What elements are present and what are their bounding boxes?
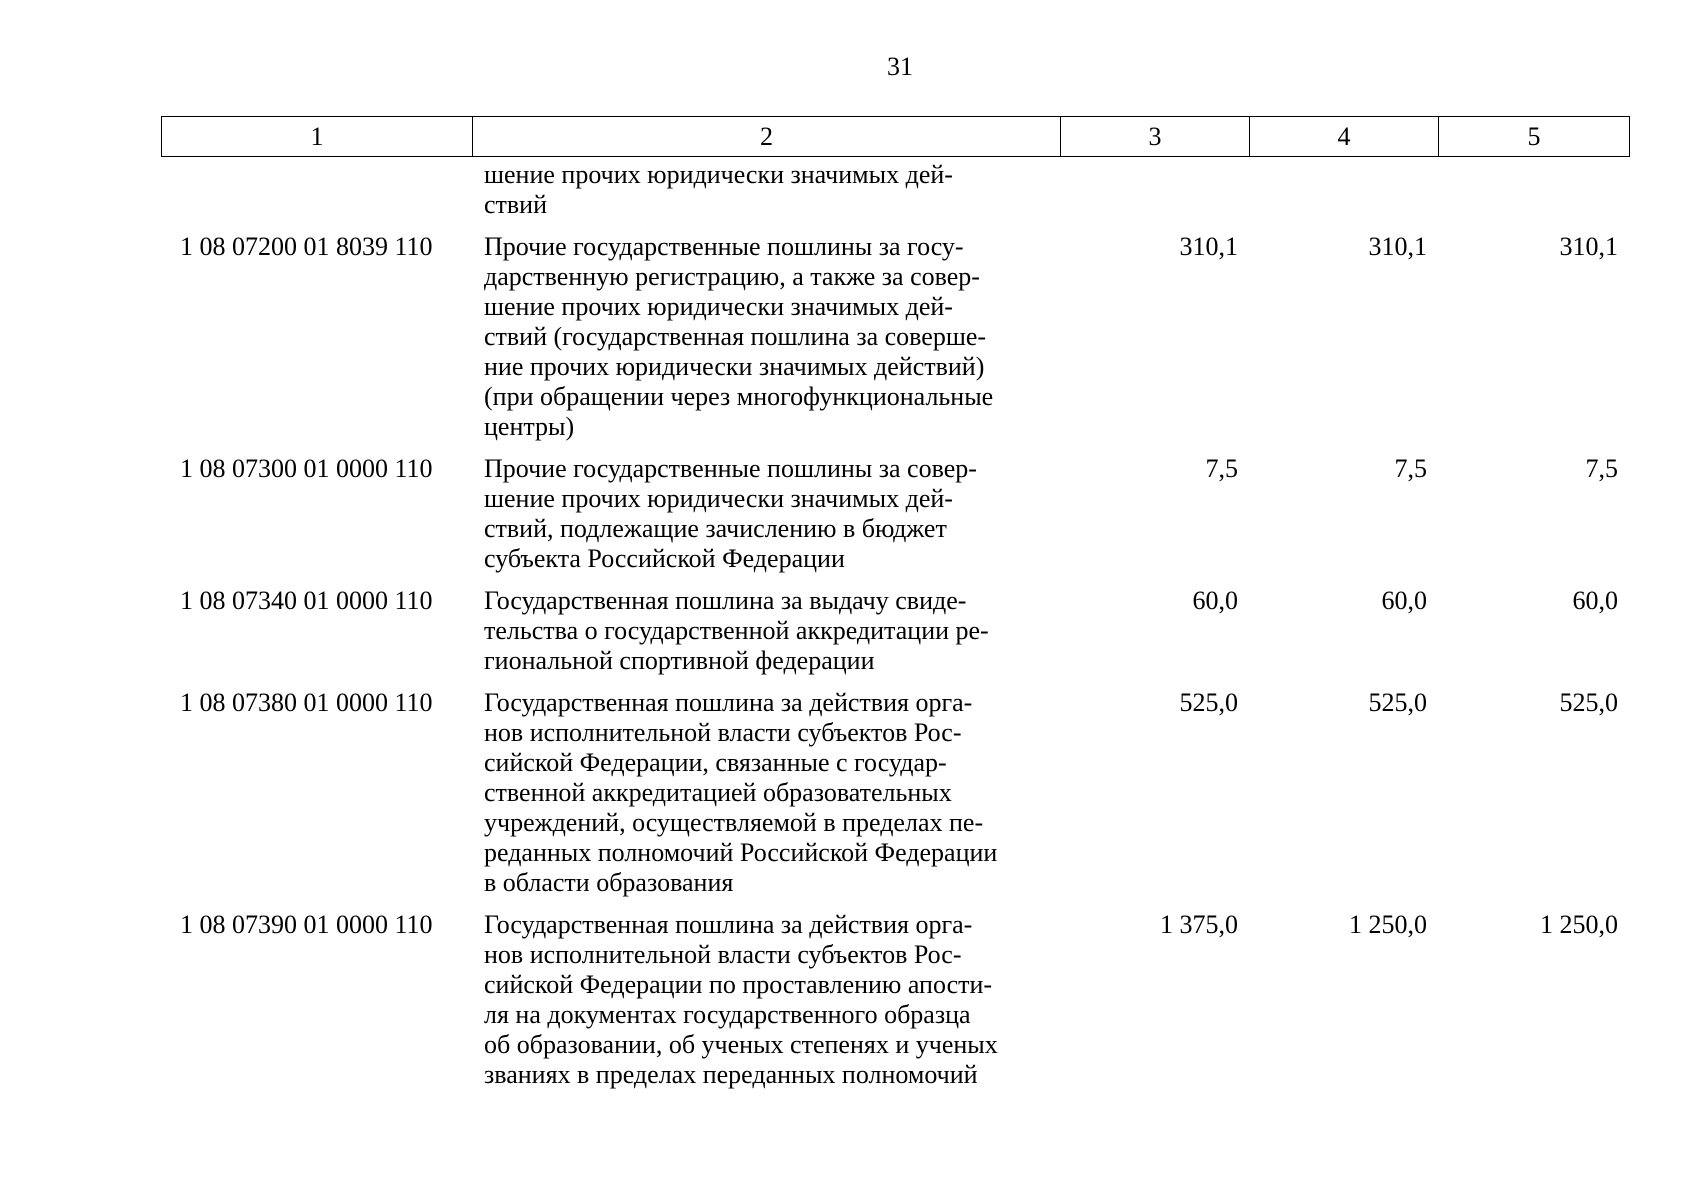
row-value-col3: 1 375,0 bbox=[1160, 910, 1238, 939]
column-header-4: 4 bbox=[1250, 117, 1439, 157]
continuation-row bbox=[161, 160, 1629, 220]
row-value-col4: 310,1 bbox=[1368, 232, 1427, 261]
row-value-col5: 7,5 bbox=[1585, 454, 1618, 483]
row-value-col3: 60,0 bbox=[1192, 586, 1238, 615]
table-row bbox=[161, 232, 1629, 442]
row-value-col3: 525,0 bbox=[1179, 688, 1238, 717]
column-header-3: 3 bbox=[1061, 117, 1250, 157]
row-value-col5: 310,1 bbox=[1559, 232, 1618, 261]
column-header-5: 5 bbox=[1439, 117, 1630, 157]
page-number: 31 bbox=[887, 52, 913, 81]
row-description: Государственная пошлина за действия орга- нов исполнительной власти субъектов Рос- сийской Федерации, связанные с государ- ственной аккредитацией образовательных учреждений, осуществляемой в пределах пе- реданных полномочий Российской Федерации в области образования bbox=[484, 688, 998, 897]
row-code: 1 08 07300 01 0000 110 bbox=[180, 454, 433, 483]
table-body bbox=[161, 160, 1629, 1102]
row-code: 1 08 07200 01 8039 110 bbox=[180, 232, 433, 261]
column-header-2: 2 bbox=[473, 117, 1061, 157]
column-header-1: 1 bbox=[162, 117, 473, 157]
row-code: 1 08 07340 01 0000 110 bbox=[180, 586, 433, 615]
table-row bbox=[161, 454, 1629, 574]
row-value-col4: 7,5 bbox=[1394, 454, 1427, 483]
row-value-col4: 1 250,0 bbox=[1349, 910, 1427, 939]
row-description: Государственная пошлина за действия орга- нов исполнительной власти субъектов Рос- сийской Федерации по проставлению апости- ля на документах государственного образца об образовании, об ученых степенях и ученых званиях в пределах переданных полномочий bbox=[484, 910, 998, 1089]
continuation-description: шение прочих юридически значимых дей- ствий bbox=[484, 160, 953, 219]
row-value-col5: 60,0 bbox=[1572, 586, 1618, 615]
column-header-row bbox=[162, 117, 1630, 157]
table-row bbox=[161, 688, 1629, 898]
table-row bbox=[161, 586, 1629, 676]
row-description: Прочие государственные пошлины за госу- дарственную регистрацию, а также за совер- шение прочих юридически значимых дей- ствий (государственная пошлина за соверше- ние прочих юридически значимых действий) (при обращении через многофункциональные центры) bbox=[484, 232, 994, 441]
row-description: Прочие государственные пошлины за совер- шение прочих юридически значимых дей- ствий, подлежащие зачислению в бюджет субъекта Российской Федерации bbox=[484, 454, 977, 573]
row-code: 1 08 07390 01 0000 110 bbox=[180, 910, 433, 939]
row-value-col5: 1 250,0 bbox=[1540, 910, 1618, 939]
row-description: Государственная пошлина за выдачу свиде- тельства о государственной аккредитации ре- гиональной спортивной федерации bbox=[484, 586, 989, 675]
row-value-col4: 60,0 bbox=[1381, 586, 1427, 615]
row-value-col3: 7,5 bbox=[1205, 454, 1238, 483]
row-value-col4: 525,0 bbox=[1368, 688, 1427, 717]
table-row bbox=[161, 910, 1629, 1090]
row-value-col5: 525,0 bbox=[1559, 688, 1618, 717]
row-code: 1 08 07380 01 0000 110 bbox=[180, 688, 433, 717]
row-value-col3: 310,1 bbox=[1179, 232, 1238, 261]
column-header-table bbox=[161, 116, 1630, 157]
